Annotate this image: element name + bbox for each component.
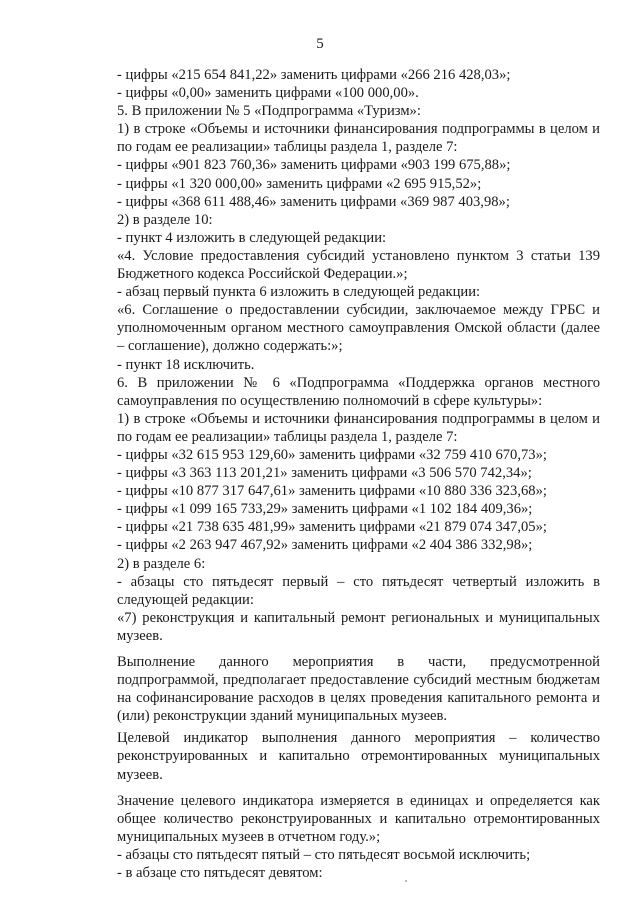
paragraph: - абзацы сто пятьдесят пятый – сто пятьдесят восьмой исключить; — [117, 846, 531, 863]
paragraph: Выполнение данного мероприятия в части, предусмотренной подпрограммой, предполагает предоставление субсидий местным бюджетам на софинансирование расходов в целях проведения капитального ремонта и (или) реконструкции зданий муниципальных музеев. — [117, 654, 600, 725]
page-number: 5 — [316, 36, 324, 52]
paragraph: - цифры «2 263 947 467,92» заменить цифрами «2 404 386 332,98»; — [117, 537, 533, 554]
paragraph: - пункт 18 исключить. — [117, 356, 255, 373]
paragraph: - цифры «368 611 488,46» заменить цифрами «369 987 403,98»; — [117, 193, 510, 210]
paragraph: Значение целевого индикатора измеряется в единицах и определяется как общее количество реконструированных и капитально отремонтированных муниципальных музеев в отчетном году.»; — [117, 792, 600, 845]
paragraph: - цифры «10 877 317 647,61» заменить цифрами «10 880 336 323,68»; — [117, 483, 547, 500]
scan-speck — [405, 880, 407, 882]
paragraph: 1) в строке «Объемы и источники финансирования подпрограммы в целом и по годам ее реализации» таблицы раздела 1, разделе 7: — [117, 121, 600, 156]
paragraph: - в абзаце сто пятьдесят девятом: — [117, 865, 323, 882]
paragraph: «4. Условие предоставления субсидий установлено пунктом 3 статьи 139 Бюджетного кодекса Российской Федерации.»; — [117, 247, 600, 283]
paragraph: - цифры «901 823 760,36» заменить цифрами «903 199 675,88»; — [117, 157, 511, 174]
paragraph: 5. В приложении № 5 «Подпрограмма «Туризм»: — [117, 103, 421, 120]
paragraph: 2) в разделе 10: — [117, 211, 213, 228]
paragraph: - цифры «1 320 000,00» заменить цифрами «2 695 915,52»; — [117, 175, 482, 192]
paragraph: - абзац первый пункта 6 изложить в следующей редакции: — [117, 284, 481, 301]
paragraph: 2) в разделе 6: — [117, 555, 206, 572]
paragraph: - цифры «21 738 635 481,99» заменить цифрами «21 879 074 347,05»; — [117, 519, 547, 536]
paragraph: 6. В приложении № 6 «Подпрограмма «Поддержка органов местного самоуправления по осуществлению полномочий в сфере культуры»: — [117, 374, 600, 409]
paragraph: - цифры «215 654 841,22» заменить цифрами «266 216 428,03»; — [117, 67, 511, 83]
paragraph: - цифры «0,00» заменить цифрами «100 000,00». — [117, 85, 419, 102]
paragraph: - цифры «32 615 953 129,60» заменить цифрами «32 759 410 670,73»; — [117, 446, 547, 463]
document-body — [117, 66, 600, 882]
paragraph: - пункт 4 изложить в следующей редакции: — [117, 229, 387, 246]
paragraph: 1) в строке «Объемы и источники финансирования подпрограммы в целом и по годам ее реализации» таблицы раздела 1, разделе 7: — [117, 410, 600, 445]
paragraph: «6. Соглашение о предоставлении субсидии, заключаемое между ГРБС и уполномоченным органом местного самоуправления Омской области (далее – соглашение), должно содержать:»; — [117, 302, 600, 355]
paragraph: - цифры «3 363 113 201,21» заменить цифрами «3 506 570 742,34»; — [117, 465, 532, 482]
paragraph: Целевой индикатор выполнения данного мероприятия – количество реконструированных и капитально отремонтированных муниципальных музеев. — [117, 730, 600, 783]
paragraph: - цифры «1 099 165 733,29» заменить цифрами «1 102 184 409,36»; — [117, 501, 533, 518]
paragraph: - абзацы сто пятьдесят первый – сто пятьдесят четвертый изложить в следующей редакции: — [117, 573, 600, 608]
paragraph: «7) реконструкция и капитальный ремонт региональных и муниципальных музеев. — [117, 609, 600, 644]
